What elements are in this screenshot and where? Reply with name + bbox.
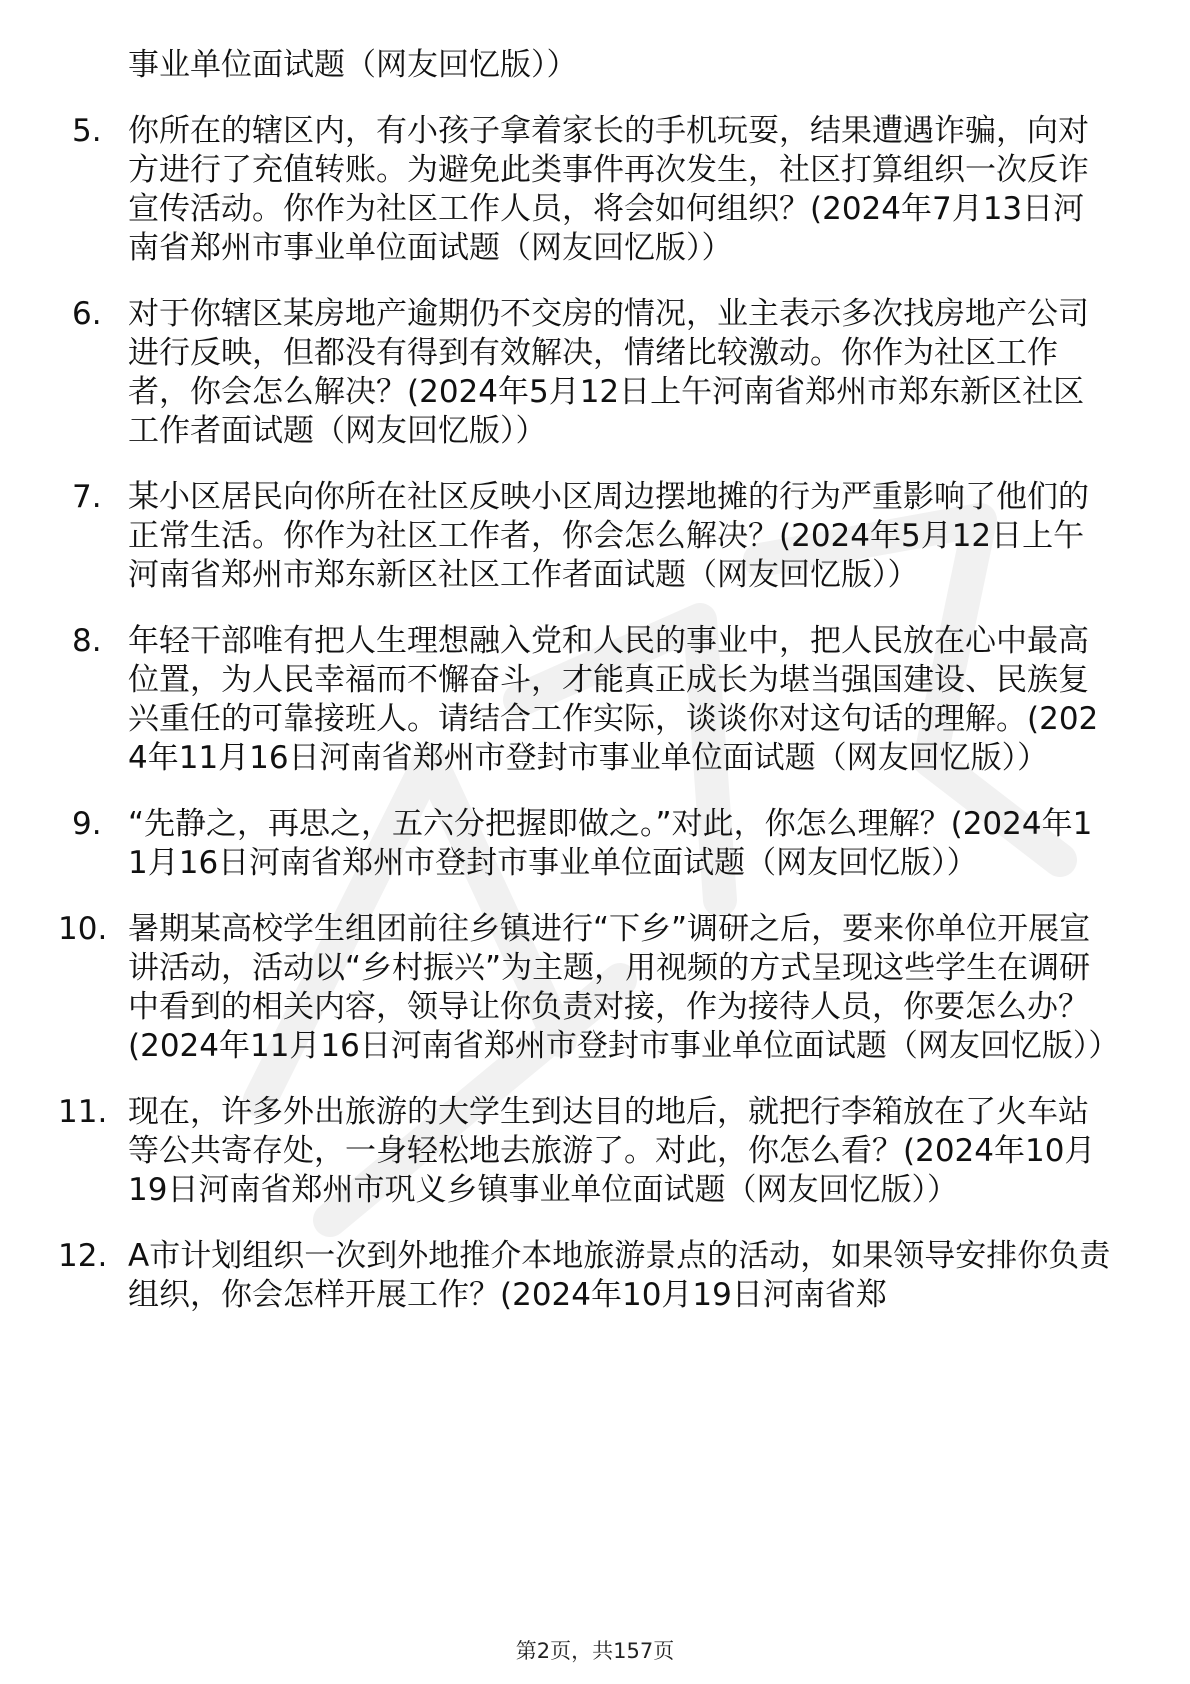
question-number: 11. [58, 1094, 108, 1130]
question-number: 7. [72, 479, 102, 515]
page-footer: 第2页，共157页 [515, 1639, 675, 1663]
question-text: 对于你辖区某房地产逾期仍不交房的情况，业主表示多次找房地产公司进行反映，但都没有得到有效解决，情绪比较激动。你作为社区工作者，你会怎么解决？(2024年5月12日上午河南省郑州市郑东新区社区工作者面试题（网友回忆版）） [128, 296, 1089, 449]
question-item [58, 1237, 1112, 1315]
question-number: 5. [72, 113, 102, 149]
question-item [72, 805, 1112, 883]
question-number: 6. [72, 296, 102, 332]
continued-text: 事业单位面试题（网友回忆版）） [128, 47, 578, 83]
question-item [72, 622, 1112, 778]
question-number: 12. [58, 1238, 108, 1274]
question-text: 现在，许多外出旅游的大学生到达目的地后，就把行李箱放在了火车站等公共寄存处，一身轻松地去旅游了。对此，你怎么看？(2024年10月19日河南省郑州市巩义乡镇事业单位面试题（网友回忆版）） [128, 1094, 1096, 1208]
question-text: 暑期某高校学生组团前往乡镇进行“下乡”调研之后，要来你单位开展宣讲活动，活动以“乡村振兴”为主题，用视频的方式呈现这些学生在调研中看到的相关内容，领导让你负责对接，作为接待人员，你要怎么办？(2024年11月16日河南省郑州市登封市事业单位面试题（网友回忆版）） [128, 911, 1120, 1064]
question-text: “先静之，再思之，五六分把握即做之。”对此，你怎么理解？(2024年11月16日河南省郑州市登封市事业单位面试题（网友回忆版）） [128, 806, 1093, 881]
question-item [58, 1093, 1112, 1210]
question-item [58, 910, 1120, 1066]
question-number: 10. [58, 911, 108, 947]
question-item [72, 295, 1112, 451]
question-number: 9. [72, 806, 102, 842]
question-text: 你所在的辖区内，有小孩子拿着家长的手机玩耍，结果遭遇诈骗，向对方进行了充值转账。为避免此类事件再次发生，社区打算组织一次反诈宣传活动。你作为社区工作人员，将会如何组织？(2024年7月13日河南省郑州市事业单位面试题（网友回忆版）） [128, 113, 1089, 266]
question-text: 年轻干部唯有把人生理想融入党和人民的事业中，把人民放在心中最高位置，为人民幸福而不懈奋斗，才能真正成长为堪当强国建设、民族复兴重任的可靠接班人。请结合工作实际，谈谈你对这句话的理解。(2024年11月16日河南省郑州市登封市事业单位面试题（网友回忆版）） [128, 623, 1099, 776]
question-text: 某小区居民向你所在社区反映小区周边摆地摊的行为严重影响了他们的正常生活。你作为社区工作者，你会怎么解决？(2024年5月12日上午河南省郑州市郑东新区社区工作者面试题（网友回忆版）） [128, 479, 1089, 593]
question-list [58, 46, 1120, 1342]
question-item [72, 112, 1112, 268]
question-text: A市计划组织一次到外地推介本地旅游景点的活动，如果领导安排你负责组织，你会怎样开展工作？(2024年10月19日河南省郑 [128, 1238, 1111, 1313]
question-number: 8. [72, 623, 102, 659]
question-item [72, 478, 1112, 595]
